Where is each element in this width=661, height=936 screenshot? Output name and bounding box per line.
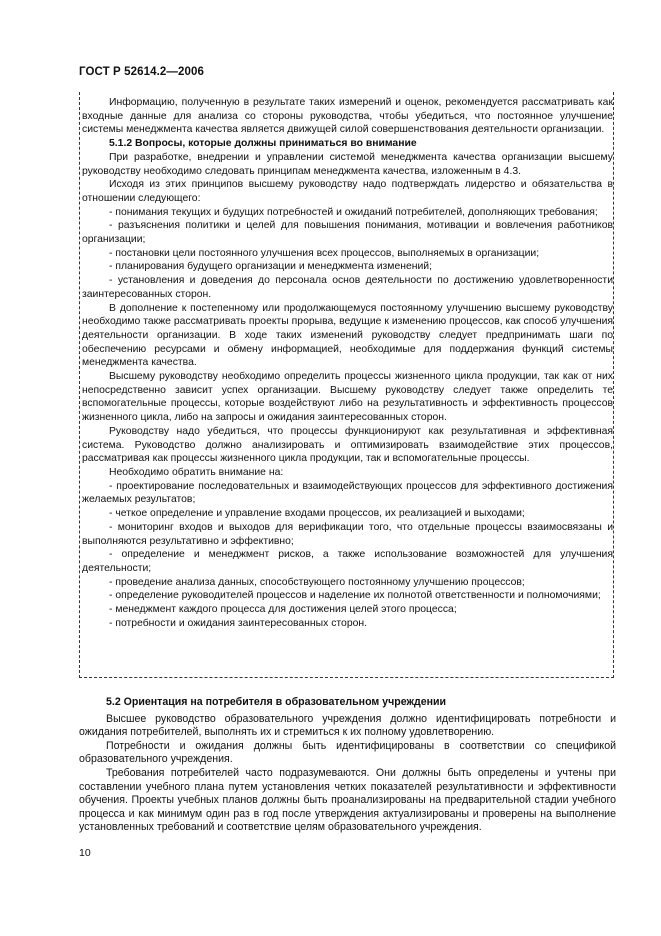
list-item: - установления и доведения до персонала основ деятельности по достижению удовлетворенности заинтересованных сторон. <box>82 275 613 300</box>
list-item: - определение руководителей процессов и наделение их полнотой ответственности и полномочиями; <box>109 590 601 602</box>
document-header: ГОСТ Р 52614.2—2006 <box>79 66 204 78</box>
paragraph: Информацию, полученную в результате таких измерений и оценок, рекомендуется рассматривать как входные данные для анализа со стороны руководства, чтобы убедиться, что постоянное улучшение системы менеджмента качества является движущей силой совершенствования деятельности организации. <box>82 97 613 136</box>
list-item: - проведение анализа данных, способствующего постоянному улучшению процессов; <box>109 576 525 588</box>
subsection-heading: 5.1.2 Вопросы, которые должны приниматься во внимание <box>109 138 417 150</box>
boxed-text <box>82 96 613 630</box>
list-item: - планирования будущего организации и менеджмента изменений; <box>109 261 432 273</box>
paragraph: При разработке, внедрении и управлении системой менеджмента качества организации высшему руководству необходимо следовать принципам менеджмента качества, изложенным в 4.3. <box>82 151 613 177</box>
list-item: - определение и менеджмент рисков, а также использование возможностей для улучшения деятельности; <box>82 549 613 574</box>
list-item: - разъяснения политики и целей для повышения понимания, мотивации и вовлечения работников организации; <box>82 220 613 246</box>
paragraph: Исходя из этих принципов высшему руководству надо подтверждать лидерство и обязательства в отношении следующего: <box>82 179 613 204</box>
section-heading: 5.2 Ориентация на потребителя в образовательном учреждении <box>106 696 447 708</box>
list-item: - проектирование последовательных и взаимодействующих процессов для эффективного достижения желаемых результатов; <box>82 480 613 506</box>
list-item: - четкое определение и управление входами процессов, их реализацией и выходами; <box>109 508 525 520</box>
section-5-2 <box>79 696 616 835</box>
list-item: - понимания текущих и будущих потребностей и ожиданий потребителей, дополняющих требования; <box>109 206 598 218</box>
list-item: - постановки цели постоянного улучшения всех процессов, выполняемых в организации; <box>109 247 540 259</box>
list-item: - потребности и ожидания заинтересованных сторон. <box>109 617 368 629</box>
list-item: - мониторинг входов и выходов для верификации того, что отдельные процессы взаимосвязаны и выполняются результативно и эффективно; <box>82 521 613 547</box>
paragraph: Высшее руководство образовательного учреждения должно идентифицировать потребности и ожидания потребителей, выполнять их и стремиться к их полному удовлетворению. <box>79 712 616 739</box>
paragraph: Необходимо обратить внимание на: <box>109 466 284 478</box>
page-number: 10 <box>79 847 91 859</box>
list-item: - менеджмент каждого процесса для достижения целей этого процесса; <box>109 604 457 616</box>
paragraph: Высшему руководству необходимо определить процессы жизненного цикла продукции, так как от них непосредственно зависит успех организации. Высшему руководству следует также определить те вспомогательные процессы, которые воздействуют либо на результативность и эффективность процессов жизненного цикла, либо на запросы и ожидания заинтересованных сторон. <box>82 371 613 424</box>
paragraph: Требования потребителей часто подразумеваются. Они должны быть определены и учтены при составлении учебного плана путем установления четких показателей результативности и эффективности обучения. Проекты учебных планов должны быть проанализированы на предварительной стадии учебного процесса и как минимум один раз в год после утверждения актуализированы и проверены на выполнение установленных требований и соответствие целям образовательного учреждения. <box>79 766 616 834</box>
paragraph: Руководству надо убедиться, что процессы функционируют как результативная и эффективная система. Руководство должно анализировать и оптимизировать взаимодействие этих процессов, рассматривая как процессы жизненного цикла продукции, так и вспомогательные процессы. <box>82 425 613 465</box>
paragraph: Потребности и ожидания должны быть идентифицированы в соответствии со спецификой образовательного учреждения. <box>79 739 616 766</box>
paragraph: В дополнение к постепенному или продолжающемуся постоянному улучшению высшему руководству необходимо также рассматривать проекты прорыва, ведущие к изменению процессов, как способ улучшения деятельности организации. В ходе таких изменений руководству следует предпринимать шаги по обеспечению ресурсами и обмену информацией, необходимые для поддержания функций системы менеджмента качества. <box>82 302 613 369</box>
